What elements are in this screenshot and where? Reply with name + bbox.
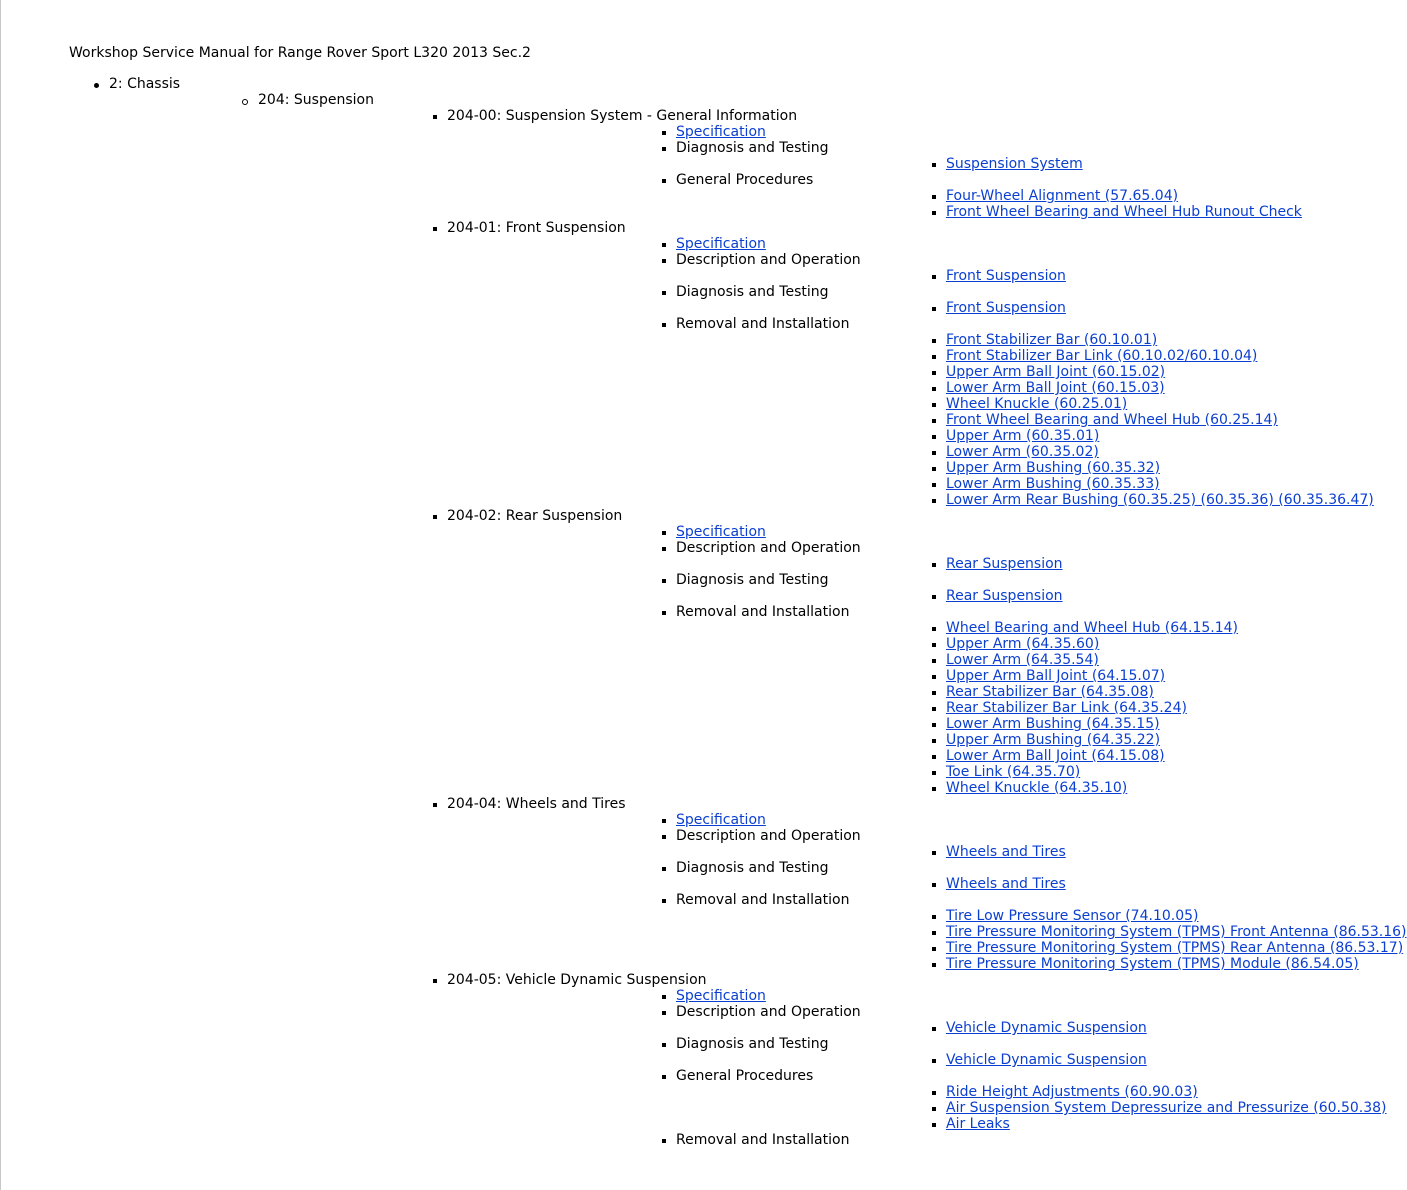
toc-list-level-5 xyxy=(676,188,1302,220)
toc-item xyxy=(447,316,1374,508)
toc-heading: Removal and Installation xyxy=(676,892,850,908)
toc-link[interactable]: Front Stabilizer Bar Link (60.10.02/60.10.04) xyxy=(946,348,1258,364)
toc-item xyxy=(676,908,1199,924)
toc-heading: Diagnosis and Testing xyxy=(676,1036,829,1052)
toc-item xyxy=(447,252,1066,284)
toc-item xyxy=(676,188,1179,204)
toc-heading: General Procedures xyxy=(676,1068,814,1084)
toc-item xyxy=(676,204,1302,220)
toc-list-level-5 xyxy=(676,1052,1147,1068)
toc-link[interactable]: Rear Suspension xyxy=(946,556,1063,572)
toc-link[interactable]: Tire Pressure Monitoring System (TPMS) Rear Antenna (86.53.17) xyxy=(946,940,1404,956)
toc-link[interactable]: Upper Arm Ball Joint (60.15.02) xyxy=(946,364,1166,380)
toc-item xyxy=(676,556,1063,572)
toc-list-level-5 xyxy=(676,908,1407,972)
toc-heading: Description and Operation xyxy=(676,540,861,556)
toc-list-level-2 xyxy=(109,92,1407,1148)
toc-item xyxy=(676,348,1258,364)
toc-link[interactable]: Vehicle Dynamic Suspension xyxy=(946,1052,1147,1068)
toc-item xyxy=(0,76,1407,1148)
toc-link[interactable]: Lower Arm Bushing (64.35.15) xyxy=(946,716,1160,732)
toc-item xyxy=(676,732,1161,748)
toc-item xyxy=(676,636,1100,652)
toc-link[interactable]: Upper Arm Bushing (64.35.22) xyxy=(946,732,1161,748)
toc-item xyxy=(676,924,1407,940)
toc-item xyxy=(258,220,1374,508)
toc-item xyxy=(676,780,1128,796)
toc-link[interactable]: Rear Stabilizer Bar Link (64.35.24) xyxy=(946,700,1187,716)
toc-item xyxy=(676,476,1160,492)
toc-heading: Diagnosis and Testing xyxy=(676,284,829,300)
toc-link[interactable]: Wheels and Tires xyxy=(946,844,1066,860)
toc-list-level-5 xyxy=(676,1084,1387,1132)
toc-list-level-4 xyxy=(447,124,1302,220)
toc-link[interactable]: Tire Pressure Monitoring System (TPMS) Module (86.54.05) xyxy=(946,956,1359,972)
toc-list-level-5 xyxy=(676,268,1066,284)
toc-item xyxy=(447,524,844,540)
toc-list-level-5 xyxy=(676,844,1066,860)
toc-list-level-4 xyxy=(447,988,1387,1148)
toc-item xyxy=(676,460,1161,476)
toc-link[interactable]: Upper Arm Ball Joint (64.15.07) xyxy=(946,668,1166,684)
toc-heading: Description and Operation xyxy=(676,1004,861,1020)
toc-link[interactable]: Suspension System xyxy=(946,156,1083,172)
toc-item xyxy=(258,108,1302,220)
toc-link[interactable]: Tire Low Pressure Sensor (74.10.05) xyxy=(946,908,1199,924)
toc-item xyxy=(447,124,844,140)
toc-list-level-1 xyxy=(0,76,1407,1148)
toc-item xyxy=(258,972,1387,1148)
toc-link[interactable]: Ride Height Adjustments (60.90.03) xyxy=(946,1084,1198,1100)
toc-item xyxy=(109,92,1407,1148)
toc-heading: Removal and Installation xyxy=(676,1132,850,1148)
toc-item xyxy=(447,140,1083,172)
toc-item xyxy=(676,1100,1387,1116)
toc-item xyxy=(676,1084,1198,1100)
toc-list-level-5 xyxy=(676,1020,1147,1036)
toc-heading: Diagnosis and Testing xyxy=(676,140,829,156)
toc-link[interactable]: Lower Arm (60.35.02) xyxy=(946,444,1099,460)
toc-link[interactable]: Front Suspension xyxy=(946,300,1066,316)
toc-heading: 204: Suspension xyxy=(258,92,374,108)
toc-item xyxy=(258,796,1407,972)
toc-link[interactable]: Lower Arm Ball Joint (60.15.03) xyxy=(946,380,1165,396)
toc-list-level-5 xyxy=(676,300,1066,316)
toc-item xyxy=(676,300,1066,316)
toc-item xyxy=(447,236,844,252)
toc-item xyxy=(447,1068,1387,1132)
toc-item xyxy=(447,572,1063,604)
toc-list-level-5 xyxy=(676,332,1374,508)
toc-heading: Description and Operation xyxy=(676,252,861,268)
toc-item xyxy=(676,764,1081,780)
toc-link[interactable]: Front Suspension xyxy=(946,268,1066,284)
toc-item xyxy=(676,684,1154,700)
toc-link[interactable]: Upper Arm Bushing (60.35.32) xyxy=(946,460,1161,476)
toc-item xyxy=(447,284,1066,316)
toc-link[interactable]: Lower Arm Ball Joint (64.15.08) xyxy=(946,748,1165,764)
toc-list-level-5 xyxy=(676,620,1239,796)
toc-item xyxy=(676,620,1239,636)
toc-list-level-3 xyxy=(258,108,1407,1148)
toc-item xyxy=(676,364,1166,380)
toc-item xyxy=(676,588,1063,604)
toc-link[interactable]: Lower Arm Rear Bushing (60.35.25) (60.35.36) (60.35.36.47) xyxy=(946,492,1374,508)
toc-item xyxy=(676,668,1166,684)
toc-item xyxy=(676,156,1083,172)
toc-item xyxy=(676,1020,1147,1036)
toc-item xyxy=(676,268,1066,284)
toc-link[interactable]: Tire Pressure Monitoring System (TPMS) Front Antenna (86.53.16) xyxy=(946,924,1407,940)
toc-item xyxy=(676,716,1160,732)
toc-link[interactable]: Front Stabilizer Bar (60.10.01) xyxy=(946,332,1158,348)
toc-item xyxy=(447,892,1407,972)
toc-heading: 204-00: Suspension System - General Information xyxy=(447,108,798,124)
toc-item xyxy=(447,1004,1147,1036)
toc-list-level-5 xyxy=(676,156,1083,172)
toc-item xyxy=(676,380,1165,396)
toc-item xyxy=(447,1036,1147,1068)
toc-link[interactable]: Upper Arm (60.35.01) xyxy=(946,428,1100,444)
table-of-contents xyxy=(0,76,1407,1148)
toc-heading: 2: Chassis xyxy=(109,76,181,92)
toc-heading: Removal and Installation xyxy=(676,316,850,332)
toc-list-level-4 xyxy=(447,236,1374,508)
toc-heading: Diagnosis and Testing xyxy=(676,860,829,876)
toc-item xyxy=(676,652,1099,668)
toc-item xyxy=(447,172,1302,220)
toc-link[interactable]: Lower Arm Bushing (60.35.33) xyxy=(946,476,1160,492)
toc-link[interactable]: Front Wheel Bearing and Wheel Hub (60.25.14) xyxy=(946,412,1278,428)
toc-link[interactable]: Upper Arm (64.35.60) xyxy=(946,636,1100,652)
toc-list-level-5 xyxy=(676,556,1063,572)
toc-link[interactable]: Specification xyxy=(676,812,766,828)
toc-heading: Description and Operation xyxy=(676,828,861,844)
toc-link[interactable]: Front Wheel Bearing and Wheel Hub Runout Check xyxy=(946,204,1302,220)
toc-link[interactable]: Air Leaks xyxy=(946,1116,1010,1132)
toc-item xyxy=(447,812,844,828)
toc-link[interactable]: Wheel Bearing and Wheel Hub (64.15.14) xyxy=(946,620,1239,636)
toc-item xyxy=(447,1132,850,1148)
toc-item xyxy=(447,860,1066,892)
toc-heading: 204-01: Front Suspension xyxy=(447,220,626,236)
toc-item xyxy=(676,1052,1147,1068)
toc-heading: Removal and Installation xyxy=(676,604,850,620)
toc-item xyxy=(447,988,844,1004)
toc-item xyxy=(676,876,1066,892)
toc-heading: 204-02: Rear Suspension xyxy=(447,508,623,524)
toc-link[interactable]: Four-Wheel Alignment (57.65.04) xyxy=(946,188,1179,204)
toc-link[interactable]: Toe Link (64.35.70) xyxy=(946,764,1081,780)
toc-link[interactable]: Wheel Knuckle (60.25.01) xyxy=(946,396,1128,412)
toc-item xyxy=(676,444,1099,460)
toc-link[interactable]: Specification xyxy=(676,524,766,540)
toc-list-level-4 xyxy=(447,524,1239,796)
toc-item xyxy=(676,956,1359,972)
toc-heading: General Procedures xyxy=(676,172,814,188)
toc-item xyxy=(676,1116,1010,1132)
toc-item xyxy=(676,844,1066,860)
toc-link[interactable]: Lower Arm (64.35.54) xyxy=(946,652,1099,668)
document-title: Workshop Service Manual for Range Rover Sport L320 2013 Sec.2 xyxy=(69,45,531,61)
toc-link[interactable]: Specification xyxy=(676,988,766,1004)
toc-list-level-4 xyxy=(447,812,1407,972)
toc-item xyxy=(676,428,1100,444)
toc-item xyxy=(676,332,1158,348)
toc-link[interactable]: Rear Suspension xyxy=(946,588,1063,604)
toc-item xyxy=(258,508,1239,796)
toc-item xyxy=(676,396,1128,412)
toc-item xyxy=(676,412,1278,428)
toc-link[interactable]: Wheels and Tires xyxy=(946,876,1066,892)
toc-item xyxy=(676,492,1374,508)
toc-item xyxy=(676,940,1404,956)
toc-link[interactable]: Specification xyxy=(676,124,766,140)
toc-heading: 204-05: Vehicle Dynamic Suspension xyxy=(447,972,707,988)
toc-item xyxy=(447,828,1066,860)
toc-heading: 204-04: Wheels and Tires xyxy=(447,796,626,812)
toc-item xyxy=(447,540,1063,572)
toc-item xyxy=(676,748,1165,764)
toc-item xyxy=(447,604,1239,796)
toc-item xyxy=(676,700,1187,716)
toc-list-level-5 xyxy=(676,588,1063,604)
toc-link[interactable]: Wheel Knuckle (64.35.10) xyxy=(946,780,1128,796)
toc-heading: Diagnosis and Testing xyxy=(676,572,829,588)
toc-link[interactable]: Vehicle Dynamic Suspension xyxy=(946,1020,1147,1036)
toc-link[interactable]: Specification xyxy=(676,236,766,252)
toc-list-level-5 xyxy=(676,876,1066,892)
toc-link[interactable]: Air Suspension System Depressurize and Pressurize (60.50.38) xyxy=(946,1100,1387,1116)
toc-link[interactable]: Rear Stabilizer Bar (64.35.08) xyxy=(946,684,1154,700)
